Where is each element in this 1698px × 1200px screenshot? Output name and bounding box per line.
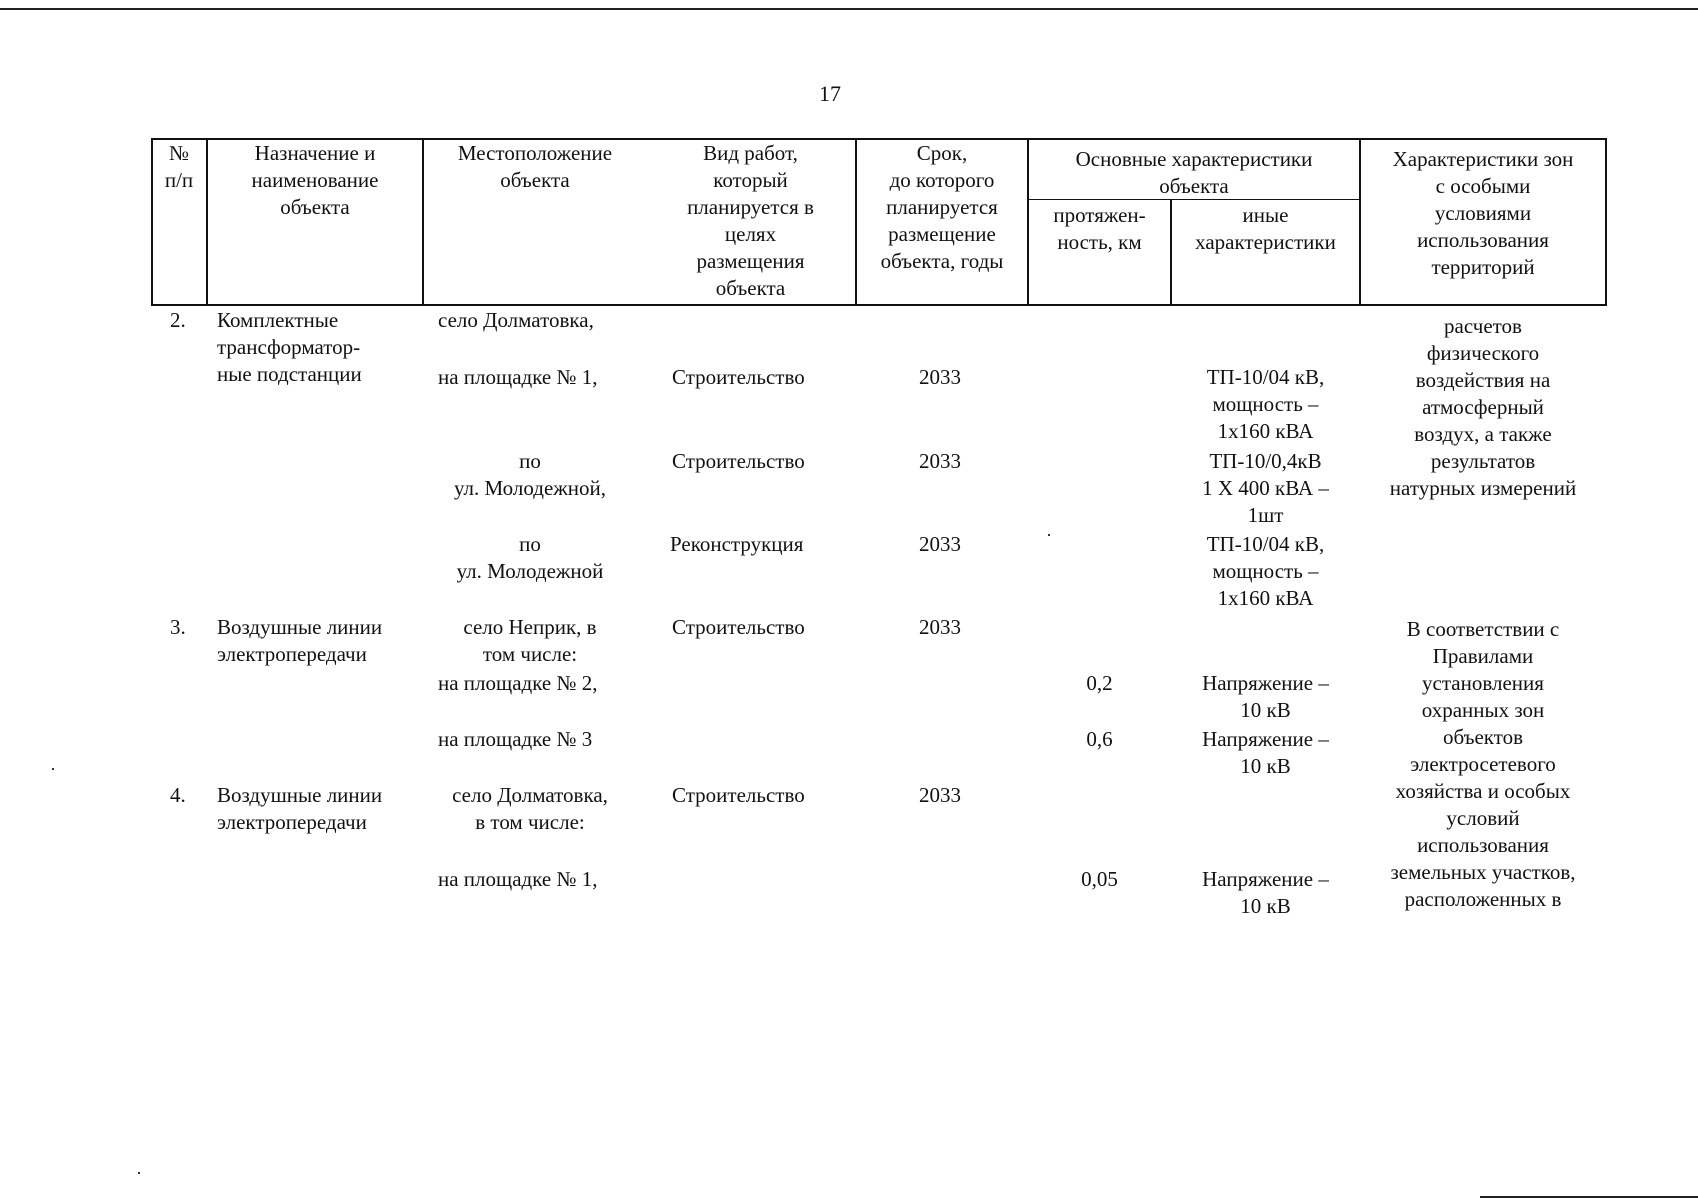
header-work-type: Вид работ, который планируется в целях размещения объекта — [687, 141, 814, 300]
row-3-other-2: Напряжение – 10 кВ — [1202, 727, 1329, 778]
row-2-work-3: Реконструкция — [670, 532, 804, 556]
row-3-length-2: 0,6 — [1086, 727, 1113, 751]
row-3-location-3: на площадке № 3 — [438, 727, 593, 751]
header-location: Местоположение объекта — [457, 141, 613, 192]
header-num: № п/п — [164, 141, 194, 192]
scan-bottom-rule — [1480, 1196, 1698, 1198]
row-4-location-2: на площадке № 1, — [438, 867, 598, 891]
row-3-num: 3. — [170, 615, 186, 639]
row-2-name: Комплектные трансформатор- ные подстанции — [217, 308, 362, 386]
row-2-work-2: Строительство — [672, 449, 805, 473]
scan-speck — [138, 1172, 140, 1174]
row-3-work: Строительство — [672, 615, 805, 639]
row-2-zones: расчетов физического воздействия на атмосферный воздух, а также результатов натурных измерений — [1389, 314, 1577, 500]
row-4-num: 4. — [170, 783, 186, 807]
row-3-other-1: Напряжение – 10 кВ — [1202, 671, 1329, 722]
row-4-work: Строительство — [672, 783, 805, 807]
scan-top-rule — [0, 8, 1698, 10]
row-2-num: 2. — [170, 308, 186, 332]
row-2-other-3: ТП-10/04 кВ, мощность – 1х160 кВА — [1206, 532, 1325, 610]
header-zones: Характеристики зон с особыми условиями использования территорий — [1392, 147, 1574, 279]
page-number: 17 — [819, 81, 841, 106]
header-term: Срок, до которого планируется размещение объекта, годы — [880, 141, 1004, 273]
row-2-term-1: 2033 — [919, 365, 961, 389]
header-length: протяжен- ность, км — [1053, 203, 1146, 254]
row-3-term: 2033 — [919, 615, 961, 639]
row-2-other-1: ТП-10/04 кВ, мощность – 1х160 кВА — [1206, 365, 1325, 443]
scan-speck — [52, 768, 54, 770]
row-4-location-1: село Долматовка, в том числе: — [452, 783, 608, 834]
header-name: Назначение и наименование объекта — [251, 141, 379, 219]
row-2-other-2: ТП-10/0,4кВ 1 Х 400 кВА – 1шт — [1202, 449, 1329, 527]
row-3-length-1: 0,2 — [1086, 671, 1113, 695]
row-2-work-1: Строительство — [672, 365, 805, 389]
row-2-term-2: 2033 — [919, 449, 961, 473]
row-2-location-3: по ул. Молодежной, — [453, 449, 607, 500]
row-4-term: 2033 — [919, 783, 961, 807]
header-other-characteristics: иные характеристики — [1195, 203, 1336, 254]
row-2-term-3: 2033 — [919, 532, 961, 556]
row-3-location-1: село Неприк, в том числе: — [463, 615, 597, 666]
row-2-location-4: по ул. Молодежной — [456, 532, 604, 583]
row-4-length: 0,05 — [1081, 867, 1118, 891]
row-2-location-2: на площадке № 1, — [438, 365, 598, 389]
row-4-other: Напряжение – 10 кВ — [1202, 867, 1329, 918]
row-3-name: Воздушные линии электропередачи — [217, 615, 383, 666]
row-2-location-1: село Долматовка, — [438, 308, 594, 332]
header-main-characteristics: Основные характеристики объекта — [1075, 147, 1313, 198]
row-3-location-2: на площадке № 2, — [438, 671, 598, 695]
scan-speck — [1048, 534, 1050, 536]
row-3-zones: В соответствии с Правилами установления охранных зон объектов электросетевого хозяйства и особых условий использования земельных участков, расположенных в — [1390, 617, 1576, 911]
row-4-name: Воздушные линии электропередачи — [217, 783, 383, 834]
